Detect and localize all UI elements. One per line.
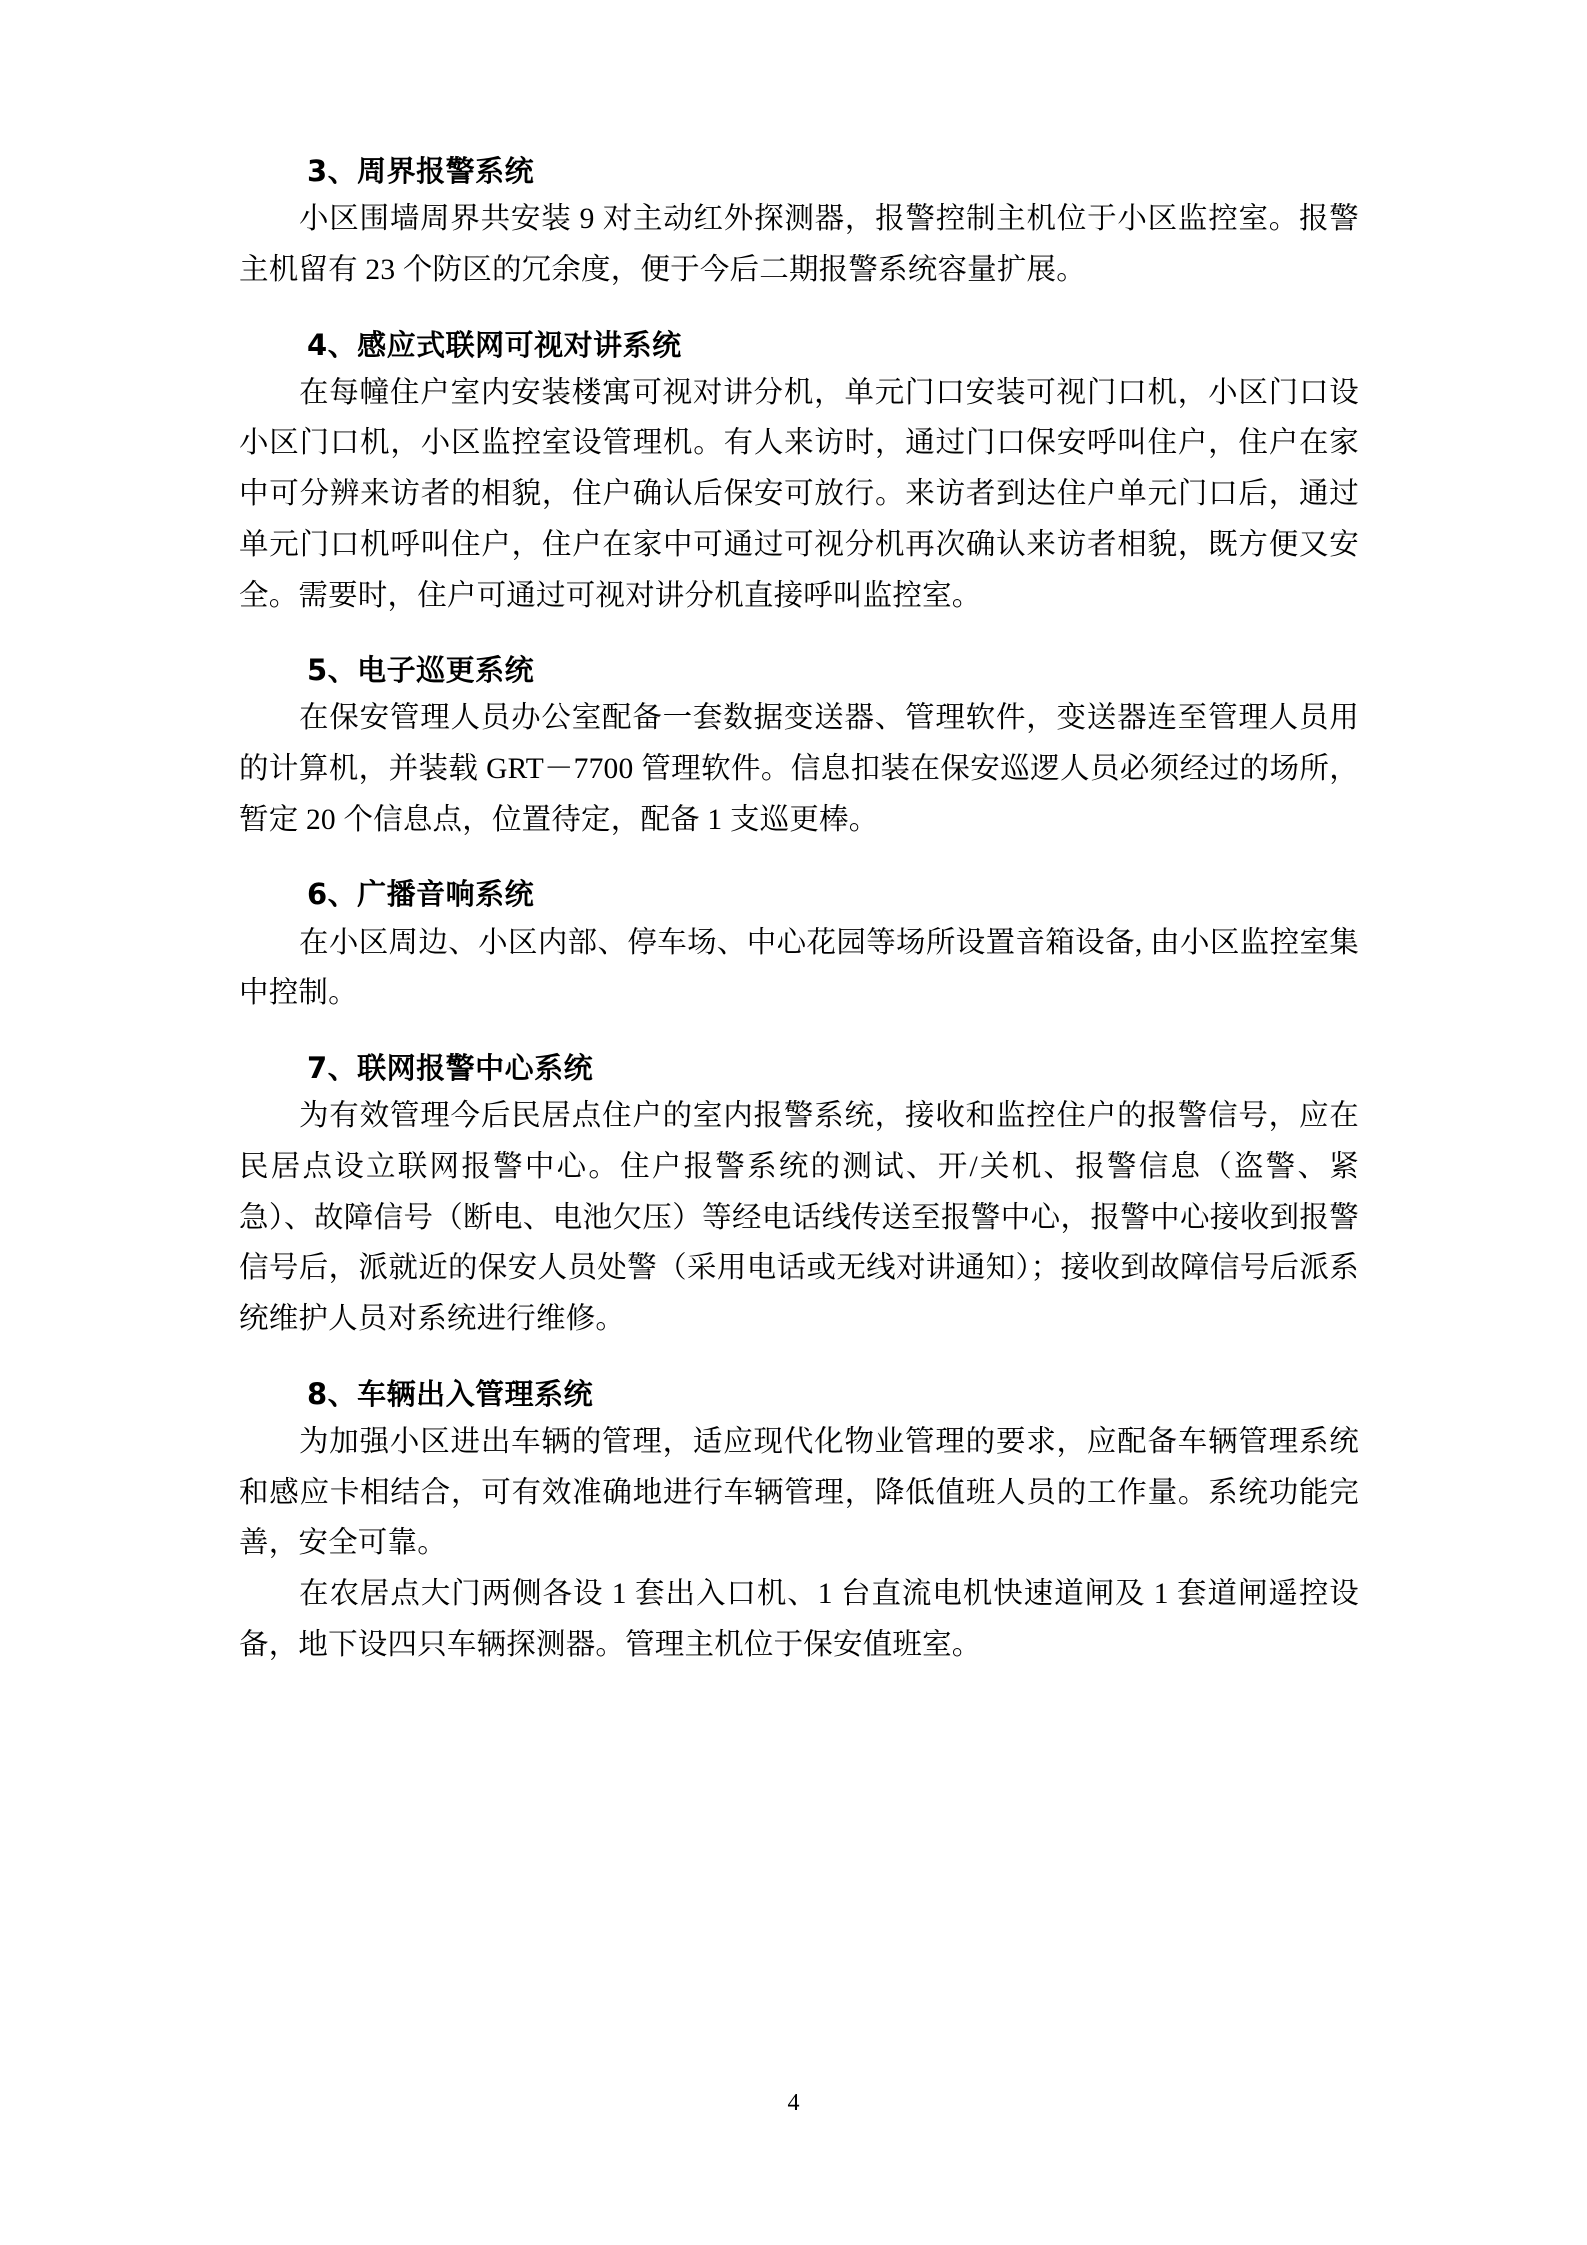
section-paragraph: 为有效管理今后民居点住户的室内报警系统，接收和监控住户的报警信号，应在民居点设立联网报警中心。住户报警系统的测试、开/关机、报警信息（盗警、紧急）、故障信号（断电、电池欠压）等经电话线传送至报警中心，报警中心接收到报警信号后，派就近的保安人员处警（采用电话或无线对讲通知）；接收到故障信号后派系统维护人员对系统进行维修。 <box>239 1100 1359 1335</box>
section-vehicle-access-management <box>239 1373 1359 1671</box>
section-paragraph: 为加强小区进出车辆的管理，适应现代化物业管理的要求，应配备车辆管理系统和感应卡相结合，可有效准确地进行车辆管理，降低值班人员的工作量。系统功能完善，安全可靠。 <box>239 1425 1359 1560</box>
page-number: 4 <box>787 2090 800 2116</box>
section-broadcast-audio <box>239 873 1359 1019</box>
section-paragraph: 小区围墙周界共安装 9 对主动红外探测器，报警控制主机位于小区监控室。报警主机留有 23 个防区的冗余度，便于今后二期报警系统容量扩展。 <box>239 203 1359 286</box>
section-heading: 7、联网报警中心系统 <box>307 1051 594 1085</box>
section-perimeter-alarm <box>239 150 1359 296</box>
section-paragraph: 在保安管理人员办公室配备一套数据变送器、管理软件，变送器连至管理人员用的计算机，并装载 GRT－7700 管理软件。信息扣装在保安巡逻人员必须经过的场所，暂定 20 个信息点，位置待定，配备 1 支巡更棒。 <box>239 702 1359 836</box>
section-heading: 8、车辆出入管理系统 <box>307 1376 594 1411</box>
section-paragraph: 在小区周边、小区内部、停车场、中心花园等场所设置音箱设备, 由小区监控室集中控制。 <box>239 926 1359 1010</box>
section-heading: 3、周界报警系统 <box>307 154 535 188</box>
section-network-alarm-center <box>239 1047 1359 1345</box>
document-body <box>239 150 1359 1698</box>
section-heading: 4、感应式联网可视对讲系统 <box>307 327 682 362</box>
section-heading: 6、广播音响系统 <box>307 877 535 912</box>
section-video-intercom <box>239 324 1359 622</box>
section-electronic-patrol <box>239 649 1359 845</box>
section-paragraph: 在每幢住户室内安装楼寓可视对讲分机，单元门口安装可视门口机，小区门口设小区门口机，小区监控室设管理机。有人来访时，通过门口保安呼叫住户，住户在家中可分辨来访者的相貌，住户确认后保安可放行。来访者到达住户单元门口后，通过单元门口机呼叫住户，住户在家中可通过可视分机再次确认来访者相貌，既方便又安全。需要时，住户可通过可视对讲分机直接呼叫监控室。 <box>239 376 1359 612</box>
section-heading: 5、电子巡更系统 <box>307 653 535 688</box>
section-paragraph: 在农居点大门两侧各设 1 套出入口机、1 台直流电机快速道闸及 1 套道闸遥控设备，地下设四只车辆探测器。管理主机位于保安值班室。 <box>239 1577 1359 1661</box>
